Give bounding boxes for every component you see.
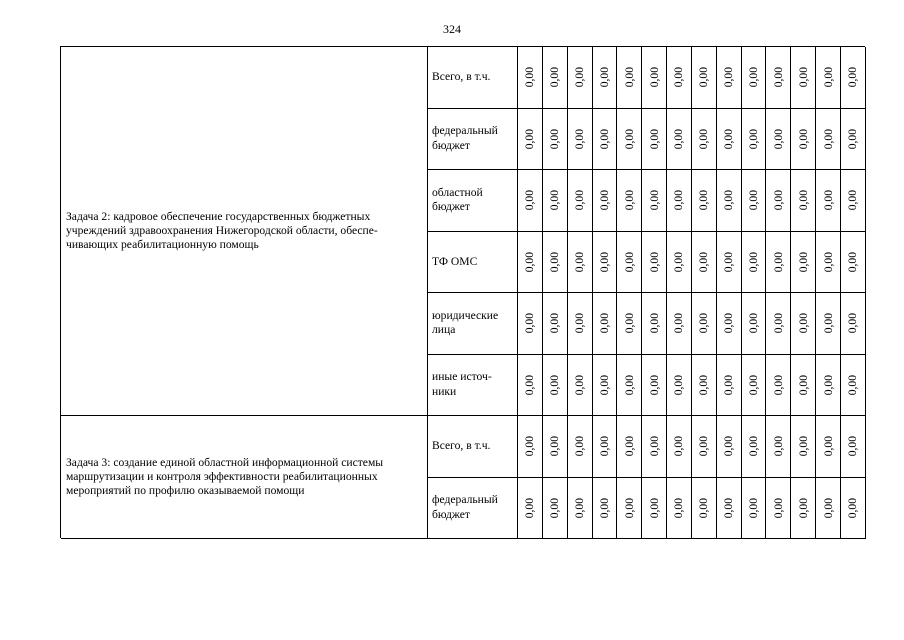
- value-text: 0,00: [573, 436, 587, 457]
- value-text: 0,00: [821, 128, 835, 149]
- value-text: 0,00: [647, 374, 661, 395]
- value-text: 0,00: [722, 251, 736, 272]
- value-cell: [841, 109, 866, 171]
- value-text: 0,00: [647, 436, 661, 457]
- value-cell: [717, 109, 742, 171]
- value-text: 0,00: [573, 374, 587, 395]
- value-text: 0,00: [771, 67, 785, 88]
- value-text: 0,00: [573, 313, 587, 334]
- value-text: 0,00: [846, 128, 860, 149]
- value-text: 0,00: [697, 251, 711, 272]
- value-cell: [791, 355, 816, 417]
- value-text: 0,00: [597, 313, 611, 334]
- value-cell: [642, 232, 667, 294]
- value-cell: [791, 47, 816, 109]
- value-text: 0,00: [796, 251, 810, 272]
- value-cell: [593, 478, 618, 540]
- value-cell: [568, 47, 593, 109]
- value-text: 0,00: [722, 67, 736, 88]
- value-cell: [667, 355, 692, 417]
- value-cell: [642, 170, 667, 232]
- value-text: 0,00: [796, 128, 810, 149]
- value-text: 0,00: [647, 190, 661, 211]
- value-text: 0,00: [597, 251, 611, 272]
- value-cell: [766, 232, 791, 294]
- value-text: 0,00: [796, 190, 810, 211]
- value-cell: [742, 47, 767, 109]
- value-text: 0,00: [747, 497, 761, 518]
- value-cell: [518, 293, 543, 355]
- value-text: 0,00: [672, 190, 686, 211]
- value-cell: [841, 232, 866, 294]
- value-cell: [518, 170, 543, 232]
- value-text: 0,00: [821, 67, 835, 88]
- value-cell: [543, 47, 568, 109]
- value-cell: [518, 416, 543, 478]
- value-cell: [841, 47, 866, 109]
- value-text: 0,00: [573, 497, 587, 518]
- value-text: 0,00: [597, 128, 611, 149]
- task-label: Задача 2: кадровое обеспечение государственных бюджетных учреждений здравоохранения Нижегородской области, обеспе-чивающих реабилитационную помощь: [61, 47, 428, 416]
- value-text: 0,00: [821, 374, 835, 395]
- value-text: 0,00: [548, 374, 562, 395]
- task-label: Задача 3: создание единой областной информационной системы маршрутизации и контроля эффективности реабилитационных мероприятий по профилю оказываемой помощи: [61, 416, 428, 539]
- value-cell: [742, 170, 767, 232]
- value-cell: [617, 355, 642, 417]
- value-cell: [692, 416, 717, 478]
- funding-source-label: Всего, в т.ч.: [428, 416, 518, 478]
- value-cell: [841, 170, 866, 232]
- value-cell: [593, 416, 618, 478]
- value-cell: [518, 109, 543, 171]
- value-cell: [816, 170, 841, 232]
- value-cell: [543, 478, 568, 540]
- funding-source-label: федеральный бюджет: [428, 109, 518, 171]
- value-cell: [717, 170, 742, 232]
- value-cell: [766, 109, 791, 171]
- value-text: 0,00: [597, 67, 611, 88]
- value-cell: [766, 293, 791, 355]
- value-cell: [518, 478, 543, 540]
- value-text: 0,00: [672, 436, 686, 457]
- value-text: 0,00: [747, 190, 761, 211]
- value-cell: [766, 170, 791, 232]
- value-text: 0,00: [672, 128, 686, 149]
- value-text: 0,00: [747, 67, 761, 88]
- value-cell: [791, 416, 816, 478]
- value-text: 0,00: [821, 436, 835, 457]
- value-text: 0,00: [523, 67, 537, 88]
- value-cell: [816, 293, 841, 355]
- value-text: 0,00: [747, 313, 761, 334]
- value-cell: [742, 109, 767, 171]
- value-cell: [593, 170, 618, 232]
- value-cell: [692, 293, 717, 355]
- value-cell: [816, 478, 841, 540]
- value-cell: [593, 293, 618, 355]
- value-text: 0,00: [747, 374, 761, 395]
- value-text: 0,00: [771, 128, 785, 149]
- value-cell: [766, 47, 791, 109]
- value-text: 0,00: [573, 67, 587, 88]
- value-cell: [742, 355, 767, 417]
- value-text: 0,00: [573, 128, 587, 149]
- value-cell: [717, 47, 742, 109]
- value-cell: [667, 47, 692, 109]
- value-cell: [717, 232, 742, 294]
- value-text: 0,00: [697, 436, 711, 457]
- value-cell: [543, 293, 568, 355]
- value-text: 0,00: [672, 374, 686, 395]
- value-cell: [692, 355, 717, 417]
- value-text: 0,00: [796, 497, 810, 518]
- value-cell: [791, 109, 816, 171]
- value-text: 0,00: [722, 497, 736, 518]
- value-cell: [617, 416, 642, 478]
- value-text: 0,00: [548, 190, 562, 211]
- funding-source-label: областной бюджет: [428, 170, 518, 232]
- value-cell: [742, 416, 767, 478]
- value-text: 0,00: [573, 251, 587, 272]
- value-cell: [568, 293, 593, 355]
- value-text: 0,00: [722, 128, 736, 149]
- funding-source-label: ТФ ОМС: [428, 232, 518, 294]
- value-cell: [617, 293, 642, 355]
- value-text: 0,00: [846, 190, 860, 211]
- value-text: 0,00: [647, 128, 661, 149]
- value-cell: [667, 416, 692, 478]
- value-cell: [518, 47, 543, 109]
- value-text: 0,00: [796, 67, 810, 88]
- value-text: 0,00: [821, 190, 835, 211]
- value-text: 0,00: [821, 497, 835, 518]
- value-text: 0,00: [846, 374, 860, 395]
- value-cell: [543, 109, 568, 171]
- value-text: 0,00: [548, 313, 562, 334]
- value-cell: [791, 478, 816, 540]
- value-text: 0,00: [523, 497, 537, 518]
- value-text: 0,00: [846, 313, 860, 334]
- value-text: 0,00: [697, 190, 711, 211]
- value-text: 0,00: [647, 67, 661, 88]
- value-cell: [642, 109, 667, 171]
- value-text: 0,00: [622, 374, 636, 395]
- value-text: 0,00: [697, 128, 711, 149]
- value-text: 0,00: [771, 497, 785, 518]
- value-cell: [717, 355, 742, 417]
- value-cell: [543, 170, 568, 232]
- value-cell: [791, 232, 816, 294]
- value-text: 0,00: [548, 67, 562, 88]
- value-text: 0,00: [821, 251, 835, 272]
- value-text: 0,00: [622, 313, 636, 334]
- value-cell: [841, 416, 866, 478]
- value-text: 0,00: [622, 436, 636, 457]
- value-cell: [568, 478, 593, 540]
- value-text: 0,00: [647, 251, 661, 272]
- value-text: 0,00: [796, 374, 810, 395]
- value-cell: [543, 355, 568, 417]
- value-text: 0,00: [771, 313, 785, 334]
- value-text: 0,00: [821, 313, 835, 334]
- value-text: 0,00: [523, 313, 537, 334]
- value-text: 0,00: [697, 67, 711, 88]
- value-cell: [617, 232, 642, 294]
- value-cell: [717, 293, 742, 355]
- funding-source-label: федеральный бюджет: [428, 478, 518, 540]
- value-text: 0,00: [523, 251, 537, 272]
- value-text: 0,00: [697, 497, 711, 518]
- value-cell: [617, 478, 642, 540]
- value-text: 0,00: [622, 497, 636, 518]
- value-cell: [766, 355, 791, 417]
- value-cell: [717, 416, 742, 478]
- value-text: 0,00: [548, 251, 562, 272]
- value-cell: [791, 170, 816, 232]
- funding-source-label: Всего, в т.ч.: [428, 47, 518, 109]
- value-text: 0,00: [672, 67, 686, 88]
- value-cell: [642, 355, 667, 417]
- value-text: 0,00: [722, 436, 736, 457]
- value-cell: [543, 416, 568, 478]
- value-text: 0,00: [548, 436, 562, 457]
- value-cell: [667, 170, 692, 232]
- value-cell: [717, 478, 742, 540]
- value-cell: [642, 293, 667, 355]
- value-text: 0,00: [846, 67, 860, 88]
- value-cell: [667, 478, 692, 540]
- value-cell: [568, 170, 593, 232]
- value-text: 0,00: [597, 497, 611, 518]
- value-cell: [642, 47, 667, 109]
- value-cell: [593, 355, 618, 417]
- value-cell: [766, 416, 791, 478]
- value-text: 0,00: [796, 436, 810, 457]
- value-text: 0,00: [846, 497, 860, 518]
- value-cell: [692, 109, 717, 171]
- value-text: 0,00: [647, 497, 661, 518]
- value-text: 0,00: [771, 251, 785, 272]
- value-cell: [841, 293, 866, 355]
- value-cell: [568, 109, 593, 171]
- value-text: 0,00: [722, 313, 736, 334]
- value-text: 0,00: [771, 436, 785, 457]
- value-cell: [518, 232, 543, 294]
- page-number: 324: [443, 22, 461, 36]
- value-text: 0,00: [597, 436, 611, 457]
- value-text: 0,00: [672, 497, 686, 518]
- value-text: 0,00: [597, 190, 611, 211]
- value-text: 0,00: [622, 190, 636, 211]
- value-text: 0,00: [747, 128, 761, 149]
- value-cell: [642, 416, 667, 478]
- value-text: 0,00: [747, 436, 761, 457]
- value-text: 0,00: [697, 313, 711, 334]
- value-cell: [692, 478, 717, 540]
- value-cell: [593, 232, 618, 294]
- value-text: 0,00: [622, 128, 636, 149]
- value-text: 0,00: [622, 67, 636, 88]
- value-cell: [692, 47, 717, 109]
- value-text: 0,00: [597, 374, 611, 395]
- value-cell: [568, 416, 593, 478]
- funding-table: [60, 46, 865, 538]
- value-cell: [568, 232, 593, 294]
- value-cell: [766, 478, 791, 540]
- value-cell: [617, 47, 642, 109]
- value-cell: [617, 170, 642, 232]
- value-text: 0,00: [548, 497, 562, 518]
- value-text: 0,00: [672, 313, 686, 334]
- value-text: 0,00: [722, 190, 736, 211]
- value-text: 0,00: [523, 190, 537, 211]
- value-cell: [841, 355, 866, 417]
- value-text: 0,00: [523, 128, 537, 149]
- value-cell: [816, 355, 841, 417]
- value-text: 0,00: [647, 313, 661, 334]
- value-cell: [791, 293, 816, 355]
- value-text: 0,00: [722, 374, 736, 395]
- value-cell: [568, 355, 593, 417]
- value-cell: [816, 232, 841, 294]
- value-cell: [667, 232, 692, 294]
- value-cell: [742, 293, 767, 355]
- value-text: 0,00: [622, 251, 636, 272]
- value-text: 0,00: [771, 190, 785, 211]
- value-cell: [593, 47, 618, 109]
- value-cell: [816, 47, 841, 109]
- value-text: 0,00: [771, 374, 785, 395]
- funding-source-label: иные источ-ники: [428, 355, 518, 417]
- value-cell: [692, 232, 717, 294]
- value-text: 0,00: [747, 251, 761, 272]
- value-text: 0,00: [697, 374, 711, 395]
- value-cell: [617, 109, 642, 171]
- value-cell: [667, 293, 692, 355]
- value-text: 0,00: [846, 436, 860, 457]
- value-cell: [667, 109, 692, 171]
- value-cell: [543, 232, 568, 294]
- value-text: 0,00: [672, 251, 686, 272]
- value-cell: [742, 232, 767, 294]
- funding-source-label: юридические лица: [428, 293, 518, 355]
- value-text: 0,00: [846, 251, 860, 272]
- value-cell: [816, 416, 841, 478]
- value-text: 0,00: [573, 190, 587, 211]
- value-text: 0,00: [523, 436, 537, 457]
- value-cell: [642, 478, 667, 540]
- value-text: 0,00: [548, 128, 562, 149]
- value-cell: [816, 109, 841, 171]
- value-cell: [593, 109, 618, 171]
- value-cell: [692, 170, 717, 232]
- value-cell: [742, 478, 767, 540]
- value-cell: [518, 355, 543, 417]
- value-text: 0,00: [523, 374, 537, 395]
- value-text: 0,00: [796, 313, 810, 334]
- value-cell: [841, 478, 866, 540]
